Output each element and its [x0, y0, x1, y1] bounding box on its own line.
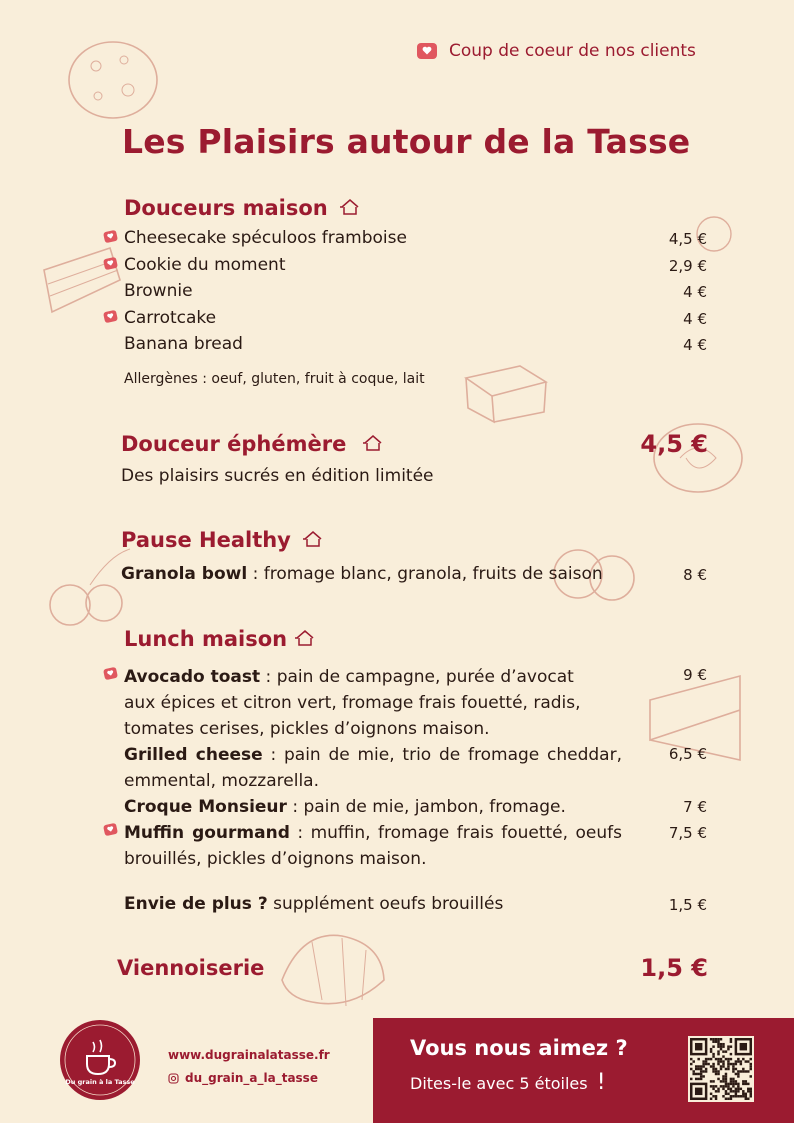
healthy-price: 8 €: [683, 566, 707, 584]
section-heading-label: Lunch maison: [124, 627, 288, 651]
review-cta-subtitle-wrap: [410, 1070, 606, 1095]
fruits-sketch-icon: [40, 545, 136, 635]
lunch-item-price: 6,5 €: [668, 745, 707, 763]
lunch-item-name: Croque Monsieur: [124, 797, 287, 817]
lunch-item-name: Muffin gourmand: [124, 823, 290, 843]
extra-item-desc: supplément oeufs brouillés: [267, 894, 504, 914]
extra-item: [124, 894, 503, 914]
lunch-item-name: Avocado toast: [124, 667, 261, 687]
instagram-handle[interactable]: [168, 1071, 318, 1085]
allergens-note: Allergènes : oeuf, gluten, fruit à coque, lait: [124, 371, 425, 387]
favorite-heart-icon: [103, 667, 118, 680]
cookie-sketch-icon: [66, 38, 160, 122]
croissant-sketch-icon: [272, 920, 392, 1016]
cake-slice-sketch-icon: [40, 240, 124, 318]
menu-item: [124, 308, 216, 328]
lunch-item-price: 7 €: [683, 798, 707, 816]
menu-item: [124, 281, 193, 301]
review-cta-title: Vous nous aimez ?: [410, 1036, 628, 1060]
menu-item: [124, 228, 407, 248]
favorite-heart-icon: [103, 256, 118, 269]
section-heading-lunch: [124, 627, 316, 651]
extra-item-name: Envie de plus ?: [124, 894, 268, 914]
menu-item-price: 2,9 €: [668, 256, 707, 275]
brand-logo: [60, 1020, 140, 1100]
favorite-badge: [417, 41, 696, 61]
brownie-sketch-icon: [460, 360, 550, 426]
section-heading-label: Douceur éphémère: [121, 432, 347, 456]
menu-item-name: Cheesecake spéculoos framboise: [124, 228, 407, 248]
lunch-item: [124, 664, 604, 742]
section-heading-viennoiserie: Viennoiserie: [117, 956, 265, 980]
menu-item-price: 4,5 €: [668, 230, 707, 248]
brand-logo-text: Du grain à la Tasse: [65, 1078, 135, 1086]
house-icon: [362, 433, 384, 453]
viennoiserie-price: 1,5 €: [640, 954, 708, 982]
qr-code[interactable]: [688, 1036, 754, 1102]
instagram-icon: [168, 1073, 179, 1084]
ephemere-description: Des plaisirs sucrés en édition limitée: [121, 466, 434, 486]
lunch-item-desc: : pain de campagne, purée d’avocat aux épices et citron vert, fromage frais fouetté, radis, tomates cerises, pickles d’oignons maison.: [124, 667, 581, 739]
lunch-item-desc: : pain de mie, trio de fromage cheddar, emmental, mozzarella.: [124, 745, 622, 791]
lunch-item: [124, 742, 622, 794]
lunch-item-desc: : pain de mie, jambon, fromage.: [286, 797, 566, 817]
house-icon: [339, 197, 361, 217]
lunch-item: [124, 820, 622, 872]
page-title: Les Plaisirs autour de la Tasse: [122, 122, 691, 161]
menu-item-name: Brownie: [124, 281, 193, 302]
section-heading-healthy: [121, 528, 324, 552]
section-heading-label: Pause Healthy: [121, 528, 291, 552]
instagram-handle-label: du_grain_a_la_tasse: [185, 1071, 318, 1085]
menu-item: [124, 255, 286, 275]
review-cta: [373, 1018, 794, 1123]
review-cta-subtitle: Dites-le avec 5 étoiles: [410, 1074, 588, 1093]
heart-icon: [417, 43, 437, 59]
house-icon: [302, 529, 324, 549]
favorite-heart-icon: [103, 310, 118, 323]
lunch-item-name: Grilled cheese: [124, 745, 263, 765]
extra-price: 1,5 €: [668, 896, 707, 914]
ephemere-price: 4,5 €: [640, 430, 708, 458]
lunch-item-price: 7,5 €: [668, 824, 707, 842]
website-link[interactable]: www.dugrainalatasse.fr: [168, 1048, 330, 1062]
section-heading-label: Douceurs maison: [124, 196, 328, 220]
section-heading-ephemere: [121, 432, 384, 456]
lunch-item: [124, 794, 594, 820]
favorite-heart-icon: [103, 823, 118, 836]
menu-item: [124, 334, 243, 354]
menu-item-name: Banana bread: [124, 334, 243, 355]
house-icon: [294, 628, 316, 648]
healthy-item: [121, 564, 603, 584]
healthy-item-desc: : fromage blanc, granola, fruits de saison: [247, 564, 603, 584]
lunch-item-desc: : muffin, fromage frais fouetté, oeufs brouillés, pickles d’oignons maison.: [124, 823, 623, 869]
healthy-item-name: Granola bowl: [121, 564, 248, 584]
menu-item-price: 4 €: [683, 309, 707, 328]
lunch-item-price: 9 €: [683, 666, 707, 684]
menu-item-price: 4 €: [683, 336, 707, 355]
menu-item-name: Cookie du moment: [124, 254, 286, 275]
review-cta-exclaim: !: [596, 1070, 606, 1095]
menu-item-name: Carrotcake: [124, 307, 217, 328]
menu-item-price: 4 €: [683, 283, 707, 302]
section-heading-douceurs: [124, 196, 361, 220]
favorite-badge-label: Coup de coeur de nos clients: [449, 41, 696, 61]
